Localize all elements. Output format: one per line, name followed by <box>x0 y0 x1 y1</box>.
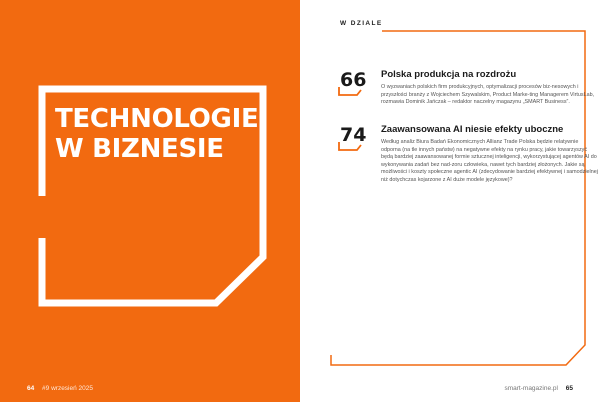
left-page-number: 64 <box>27 385 35 392</box>
right-folio <box>504 385 573 392</box>
article-lead: O wyzwaniach polskich firm produkcyjnych, optymalizacji procesów biz-nesowych i przyszłości branży z Wojciechem Szywalskim, Product Marke-ting Managerem VirtusLab, rozmawia Dominik Jańczak – redaktor naczelny magazynu „SMART Business”. <box>381 84 595 106</box>
in-section-label: W DZIALE <box>340 20 383 27</box>
left-folio <box>27 385 93 392</box>
section-title-line-2: W BIZNESIE <box>55 134 224 164</box>
section-title <box>55 104 258 164</box>
section-title-line-1: TECHNOLOGIE <box>55 104 259 134</box>
number-bracket-graphic <box>338 87 362 101</box>
right-page <box>300 0 600 402</box>
article-page-number: 66 <box>340 69 367 91</box>
article-lead: Według analiz Biura Badań Ekonomicznych Allianz Trade Polska będzie relatywnie odporna (na tle innych państw) na negatywne efekty na rynku pracy, jakie towarzyszyć będą bardziej zaawansowanej formie sztucznej inteligencji, wykorzystującej agentów AI do wykonywania zadań bez nad-zoru człowieka, nawet tych bardziej złożonych. Jakie są możliwości i koszty społeczne agentic AI (zdecydowanie bardziej efektywnej i samodzielnej niż dotychczas kojarzone z AI duże modele językowe)? <box>381 139 598 183</box>
number-bracket-graphic <box>338 142 362 156</box>
website-link[interactable]: smart-magazine.pl <box>504 385 558 392</box>
right-page-number: 65 <box>565 385 573 392</box>
article-title: Zaawansowana AI niesie efekty uboczne <box>381 124 564 135</box>
article-title: Polska produkcja na rozdrożu <box>381 69 517 80</box>
orange-frame-graphic <box>300 0 600 402</box>
issue-label: #9 wrzesień 2025 <box>42 385 93 392</box>
article-page-number: 74 <box>340 124 367 146</box>
